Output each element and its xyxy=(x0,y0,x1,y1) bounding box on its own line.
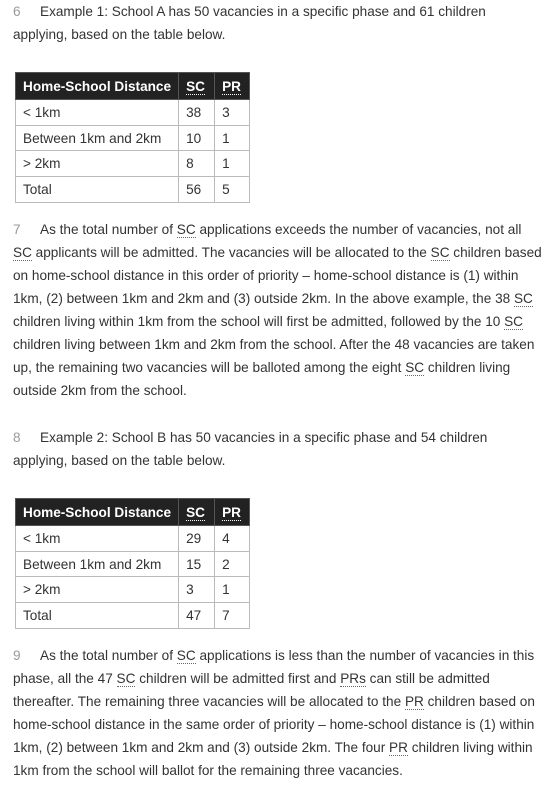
paragraph-number: 6 xyxy=(13,4,21,19)
table-cell: Between 1km and 2km xyxy=(16,125,179,151)
column-header-sc: SC xyxy=(179,73,215,100)
paragraph-line xyxy=(13,713,538,736)
text-segment: applying, based on the table below. xyxy=(13,27,226,42)
paragraph-9 xyxy=(13,644,538,782)
table-cell: 3 xyxy=(179,577,215,603)
abbreviation: SC xyxy=(176,222,196,237)
abbreviation: PR xyxy=(389,740,408,755)
text-segment: outside 2km from the school. xyxy=(13,383,187,398)
paragraph-line xyxy=(13,333,538,356)
abbreviation: SC xyxy=(116,671,136,686)
table-cell: 29 xyxy=(179,526,215,552)
text-segment: 1km, (2) between 1km and 2km and (3) outside 2km. In the above example, the 38 xyxy=(13,291,514,306)
distance-table-example-1 xyxy=(15,72,250,203)
table-row xyxy=(16,577,250,603)
paragraph-line xyxy=(13,356,538,379)
paragraph-line xyxy=(13,0,538,23)
text-segment: children living xyxy=(424,360,511,375)
table-cell: 38 xyxy=(179,100,215,126)
text-segment: As the total number of xyxy=(40,648,177,663)
text-segment: As the total number of xyxy=(40,222,177,237)
table-cell: < 1km xyxy=(16,526,179,552)
text-segment: Example 1: School A has 50 vacancies in a specific phase and 61 children xyxy=(40,4,486,19)
abbreviation: PRs xyxy=(340,671,366,686)
text-segment: applications exceeds the number of vacancies, not all xyxy=(195,222,522,237)
table-cell: > 2km xyxy=(16,577,179,603)
table-cell: 4 xyxy=(215,526,250,552)
table-row xyxy=(16,551,250,577)
table-row xyxy=(16,125,250,151)
abbreviation: SC xyxy=(405,360,425,375)
paragraph-line xyxy=(13,287,538,310)
text-segment: applying, based on the table below. xyxy=(13,453,226,468)
paragraph-line xyxy=(13,310,538,333)
abbreviation: PR xyxy=(404,694,424,709)
table-cell: 56 xyxy=(179,177,215,203)
abbreviation: SC xyxy=(176,648,196,663)
text-segment: children living within 1km from the school will first be admitted, followed by the 10 xyxy=(13,314,505,329)
abbreviation: SC xyxy=(430,245,450,260)
table-row-total xyxy=(16,603,250,629)
text-segment: phase, all the 47 xyxy=(13,671,117,686)
paragraph-number: 7 xyxy=(13,222,21,237)
paragraph-line xyxy=(13,218,538,241)
column-header-pr: PR xyxy=(215,499,250,526)
text-segment: 1km, (2) between 1km and 2km and (3) outside 2km. The four xyxy=(13,740,390,755)
table-cell: 15 xyxy=(179,551,215,577)
abbreviation: SC xyxy=(513,291,533,306)
table-cell: 8 xyxy=(179,151,215,177)
paragraph-line xyxy=(13,23,538,46)
table-header-row xyxy=(16,73,250,100)
text-segment: children living within xyxy=(407,740,533,755)
table-cell: < 1km xyxy=(16,100,179,126)
table-row xyxy=(16,526,250,552)
text-segment: 1km from the school will ballot for the remaining three vacancies. xyxy=(13,763,403,778)
table-row xyxy=(16,100,250,126)
text-segment: children living between 1km and 2km from the school. After the 48 vacancies are taken xyxy=(13,337,535,352)
paragraph-8 xyxy=(13,426,538,472)
abbreviation: SC xyxy=(13,245,32,260)
table-row xyxy=(16,151,250,177)
distance-table-example-2 xyxy=(15,498,250,629)
text-segment: can still be admitted xyxy=(365,671,490,686)
text-segment: children will be admitted first and xyxy=(135,671,341,686)
paragraph-line xyxy=(13,264,538,287)
column-header-distance: Home-School Distance xyxy=(16,499,179,526)
text-segment: on home-school distance in this order of priority – home-school distance is (1) within xyxy=(13,268,519,283)
text-segment: Example 2: School B has 50 vacancies in a specific phase and 54 children xyxy=(40,430,488,445)
text-segment: thereafter. The remaining three vacancies will be allocated to the xyxy=(13,694,405,709)
paragraph-number: 8 xyxy=(13,430,21,445)
paragraph-line xyxy=(13,690,538,713)
table-cell: Total xyxy=(16,603,179,629)
paragraph-line xyxy=(13,667,538,690)
table-cell: 3 xyxy=(215,100,250,126)
table-cell: > 2km xyxy=(16,151,179,177)
text-segment: home-school distance in the same order of priority – home-school distance is (1) within xyxy=(13,717,535,732)
column-header-pr: PR xyxy=(215,73,250,100)
paragraph-line xyxy=(13,241,542,264)
paragraph-number: 9 xyxy=(13,648,21,663)
table-cell: 1 xyxy=(215,125,250,151)
table-cell: Between 1km and 2km xyxy=(16,551,179,577)
paragraph-line xyxy=(13,759,538,782)
table-header-row xyxy=(16,499,250,526)
column-header-sc: SC xyxy=(179,499,215,526)
paragraph-line xyxy=(13,736,538,759)
table-cell: 10 xyxy=(179,125,215,151)
table-cell: 1 xyxy=(215,577,250,603)
paragraph-line xyxy=(13,644,538,667)
abbreviation: SC xyxy=(504,314,523,329)
table-cell: 2 xyxy=(215,551,250,577)
table-cell: 47 xyxy=(179,603,215,629)
paragraph-7 xyxy=(13,218,542,402)
table-cell: 7 xyxy=(215,603,250,629)
table-row-total xyxy=(16,177,250,203)
paragraph-line xyxy=(13,379,538,402)
paragraph-line xyxy=(13,426,538,449)
text-segment: applicants will be admitted. The vacancies will be allocated to the xyxy=(31,245,431,260)
text-segment: children based on xyxy=(423,694,535,709)
paragraph-line xyxy=(13,449,538,472)
table-cell: Total xyxy=(16,177,179,203)
text-segment: children based xyxy=(449,245,542,260)
column-header-distance: Home-School Distance xyxy=(16,73,179,100)
text-segment: applications is less than the number of vacancies in this xyxy=(195,648,535,663)
table-cell: 1 xyxy=(215,151,250,177)
table-cell: 5 xyxy=(215,177,250,203)
text-segment: up, the remaining two vacancies will be balloted among the eight xyxy=(13,360,406,375)
paragraph-6 xyxy=(13,0,538,46)
